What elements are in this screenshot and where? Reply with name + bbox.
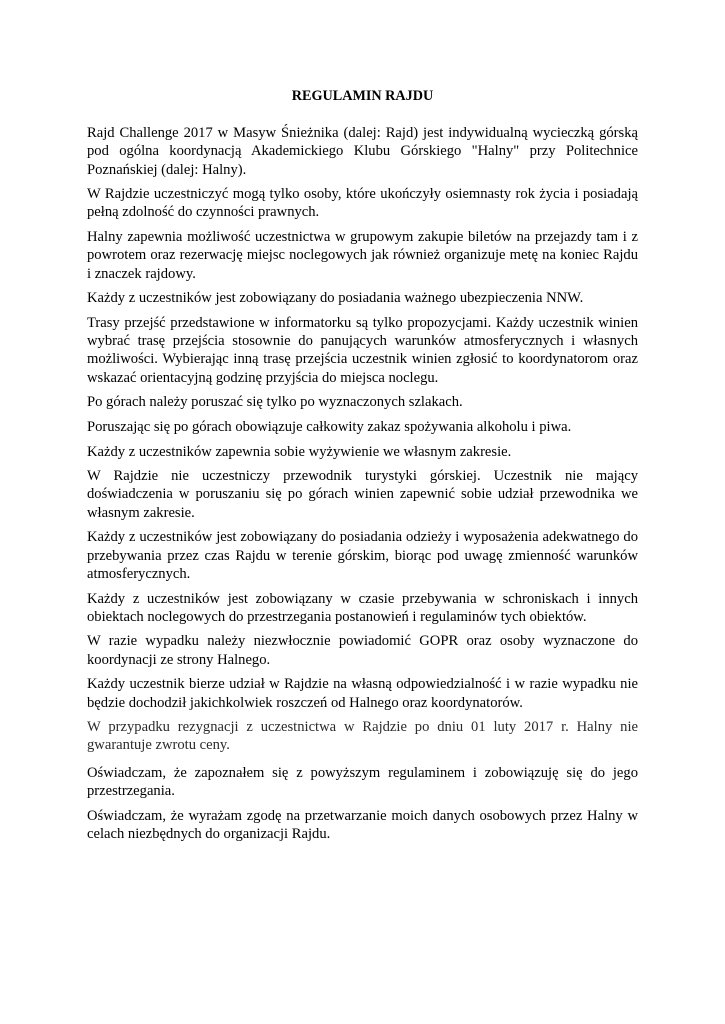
- paragraph-3: Halny zapewnia możliwość uczestnictwa w grupowym zakupie biletów na przejazdy tam i z powrotem oraz rezerwację miejsc noclegowych jak również organizuje metę na koniec Rajdu i znaczek rajdowy.: [87, 229, 638, 282]
- paragraph-12: W razie wypadku należy niezwłocznie powiadomić GOPR oraz osoby wyznaczone do koordynacji ze strony Halnego.: [87, 633, 638, 668]
- declarations-section: [87, 764, 638, 850]
- regulations-section: [87, 124, 638, 761]
- declaration-2: Oświadczam, że wyrażam zgodę na przetwarzanie moich danych osobowych przez Halny w celach niezbędnych do organizacji Rajdu.: [87, 807, 638, 843]
- paragraph-1: Rajd Challenge 2017 w Masyw Śnieżnika (dalej: Rajd) jest indywidualną wycieczką górską pod ogólna koordynacją Akademickiego Klubu Górskiego "Halny" przy Politechnice Poznańskiej (dalej: Halny).: [87, 125, 638, 178]
- paragraph-8: Każdy z uczestników zapewnia sobie wyżywienie we własnym zakresie.: [87, 443, 512, 460]
- paragraph-11: Każdy z uczestników jest zobowiązany w czasie przebywania w schroniskach i innych obiektach noclegowych do przestrzegania postanowień i regulaminów tych obiektów.: [87, 590, 638, 625]
- paragraph-10: Każdy z uczestników jest zobowiązany do posiadania odzieży i wyposażenia adekwatnego do przebywania przez czas Rajdu w terenie górskim, biorąc pod uwagę zmienność warunków atmosferycznych.: [87, 529, 638, 582]
- paragraph-4: Każdy z uczestników jest zobowiązany do posiadania ważnego ubezpieczenia NNW.: [87, 290, 584, 307]
- paragraph-14: W przypadku rezygnacji z uczestnictwa w Rajdzie po dniu 01 luty 2017 r. Halny nie gwarantuje zwrotu ceny.: [87, 719, 638, 754]
- document-title: REGULAMIN RAJDU: [291, 88, 434, 104]
- declaration-1: Oświadczam, że zapoznałem się z powyższym regulaminem i zobowiązuję się do jego przestrzegania.: [87, 765, 638, 800]
- paragraph-9: W Rajdzie nie uczestniczy przewodnik turystyki górskiej. Uczestnik nie mający doświadczenia w poruszaniu się po górach winien zapewnić sobie udział przewodnika we własnym zakresie.: [87, 468, 638, 521]
- paragraph-5: Trasy przejść przedstawione w informatorku są tylko propozycjami. Każdy uczestnik winien wybrać trasę przejścia stosownie do panujących warunków atmosferycznych i własnych możliwości. Wybierając inną trasę przejścia uczestnik winien zgłosić to koordynatorom oraz wskazać orientacyjną godzinę przyjścia do miejsca noclegu.: [87, 314, 638, 386]
- paragraph-7: Poruszając się po górach obowiązuje całkowity zakaz spożywania alkoholu i piwa.: [87, 418, 572, 435]
- paragraph-6: Po górach należy poruszać się tylko po wyznaczonych szlakach.: [87, 394, 463, 411]
- paragraph-13: Każdy uczestnik bierze udział w Rajdzie na własną odpowiedzialność i w razie wypadku nie będzie dochodził jakichkolwiek roszczeń od Halnego oraz koordynatorów.: [87, 676, 638, 711]
- paragraph-2: W Rajdzie uczestniczyć mogą tylko osoby, które ukończyły osiemnasty rok życia i posiadają pełną zdolność do czynności prawnych.: [87, 186, 638, 221]
